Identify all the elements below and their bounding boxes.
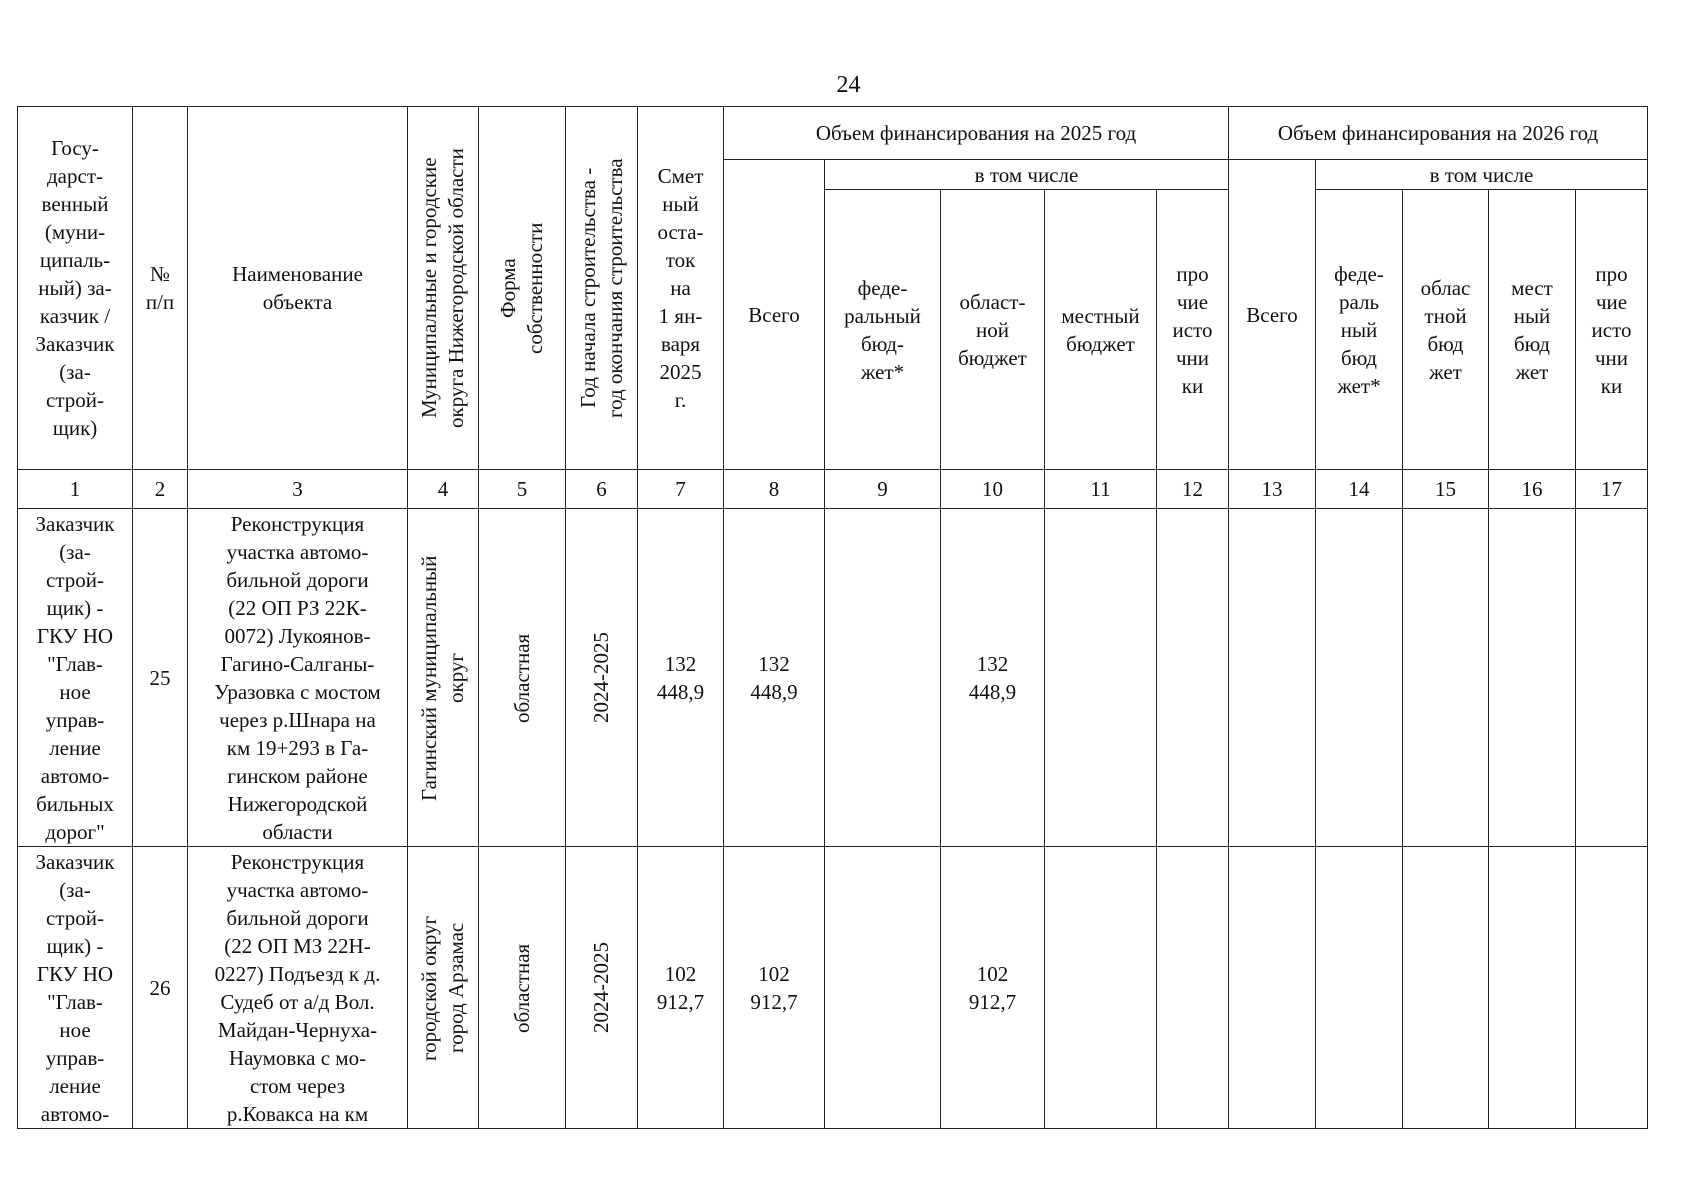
- total-2026-cell: [1229, 847, 1316, 1129]
- header-funding-2026: Объем финансирования на 2026 год: [1229, 107, 1648, 160]
- header-total-2026: Всего: [1229, 160, 1316, 470]
- column-number: 6: [566, 470, 638, 509]
- estimate-cell: 102 912,7: [638, 847, 724, 1129]
- customer-cell: Заказчик (за- строй- щик) - ГКУ НО "Глав- ное управ- ление автомо-: [18, 847, 133, 1129]
- other-2025-cell: [1157, 847, 1229, 1129]
- header-other-2025: про чие исто чни ки: [1157, 190, 1229, 470]
- header-ownership: Форма собственности: [479, 107, 566, 470]
- column-number: 13: [1229, 470, 1316, 509]
- column-number: 1: [18, 470, 133, 509]
- header-estimate: Смет ный оста- ток на 1 ян- варя 2025 г.: [638, 107, 724, 470]
- header-customer: Госу- дарст- венный (муни- ципаль- ный) за- казчик / Заказчик (за- строй- щик): [18, 107, 133, 470]
- column-number: 16: [1489, 470, 1576, 509]
- column-number: 9: [825, 470, 941, 509]
- column-number: 14: [1316, 470, 1403, 509]
- table-row: [18, 847, 1648, 1129]
- column-number: 11: [1045, 470, 1157, 509]
- regional-2025-cell: 132 448,9: [941, 509, 1045, 847]
- column-number: 15: [1403, 470, 1489, 509]
- header-local-2026: мест ный бюд жет: [1489, 190, 1576, 470]
- customer-cell: Заказчик (за- строй- щик) - ГКУ НО "Глав- ное управ- ление автомо- бильных дорог": [18, 509, 133, 847]
- page-number: 24: [836, 72, 861, 98]
- header-federal-2026: феде- раль ный бюд жет*: [1316, 190, 1403, 470]
- local-2026-cell: [1489, 509, 1576, 847]
- header-municipality: Муниципальные и городские округа Нижегородской области: [408, 107, 479, 470]
- header-other-2026: про чие исто чни ки: [1576, 190, 1648, 470]
- column-number: 17: [1576, 470, 1648, 509]
- ownership-cell: областная: [479, 847, 566, 1129]
- local-2025-cell: [1045, 847, 1157, 1129]
- regional-2026-cell: [1403, 509, 1489, 847]
- estimate-cell: 132 448,9: [638, 509, 724, 847]
- other-2026-cell: [1576, 847, 1648, 1129]
- regional-2026-cell: [1403, 847, 1489, 1129]
- federal-2026-cell: [1316, 847, 1403, 1129]
- header-federal-2025: феде- ральный бюд- жет*: [825, 190, 941, 470]
- federal-2025-cell: [825, 509, 941, 847]
- years-cell: 2024-2025: [566, 847, 638, 1129]
- federal-2025-cell: [825, 847, 941, 1129]
- column-number-row: [18, 470, 1648, 509]
- header-regional-2025: област- ной бюджет: [941, 190, 1045, 470]
- header-including-2025: в том числе: [825, 160, 1229, 190]
- header-number: № п/п: [133, 107, 188, 470]
- total-2025-cell: 132 448,9: [724, 509, 825, 847]
- object-name-cell: Реконструкция участка автомо- бильной дороги (22 ОП РЗ 22К- 0072) Лукоянов- Гагино-Салганы- Уразовка с мостом через р.Шнара на км 19+293 в Га- гинском районе Нижегородской области: [188, 509, 408, 847]
- federal-2026-cell: [1316, 509, 1403, 847]
- column-number: 5: [479, 470, 566, 509]
- column-number: 12: [1157, 470, 1229, 509]
- header-total-2025: Всего: [724, 160, 825, 470]
- object-name-cell: Реконструкция участка автомо- бильной дороги (22 ОП МЗ 22Н- 0227) Подъезд к д. Судеб от а/д Вол. Майдан-Чернуха- Наумовка с мо- стом через р.Ковакса на км: [188, 847, 408, 1129]
- row-number-cell: 26: [133, 847, 188, 1129]
- column-number: 10: [941, 470, 1045, 509]
- other-2026-cell: [1576, 509, 1648, 847]
- header-years: Год начала строительства - год окончания строительства: [566, 107, 638, 470]
- other-2025-cell: [1157, 509, 1229, 847]
- years-cell: 2024-2025: [566, 509, 638, 847]
- column-number: 4: [408, 470, 479, 509]
- municipality-cell: Гагинский муниципальный округ: [408, 509, 479, 847]
- column-number: 8: [724, 470, 825, 509]
- total-2026-cell: [1229, 509, 1316, 847]
- total-2025-cell: 102 912,7: [724, 847, 825, 1129]
- header-including-2026: в том числе: [1316, 160, 1648, 190]
- local-2026-cell: [1489, 847, 1576, 1129]
- header-funding-2025: Объем финансирования на 2025 год: [724, 107, 1229, 160]
- column-number: 3: [188, 470, 408, 509]
- header-local-2025: местный бюджет: [1045, 190, 1157, 470]
- regional-2025-cell: 102 912,7: [941, 847, 1045, 1129]
- row-number-cell: 25: [133, 509, 188, 847]
- table-row: [18, 509, 1648, 847]
- column-number: 2: [133, 470, 188, 509]
- funding-table: [17, 106, 1648, 1129]
- header-regional-2026: облас тной бюд жет: [1403, 190, 1489, 470]
- ownership-cell: областная: [479, 509, 566, 847]
- column-number: 7: [638, 470, 724, 509]
- header-object-name: Наименование объекта: [188, 107, 408, 470]
- local-2025-cell: [1045, 509, 1157, 847]
- municipality-cell: городской округ город Арзамас: [408, 847, 479, 1129]
